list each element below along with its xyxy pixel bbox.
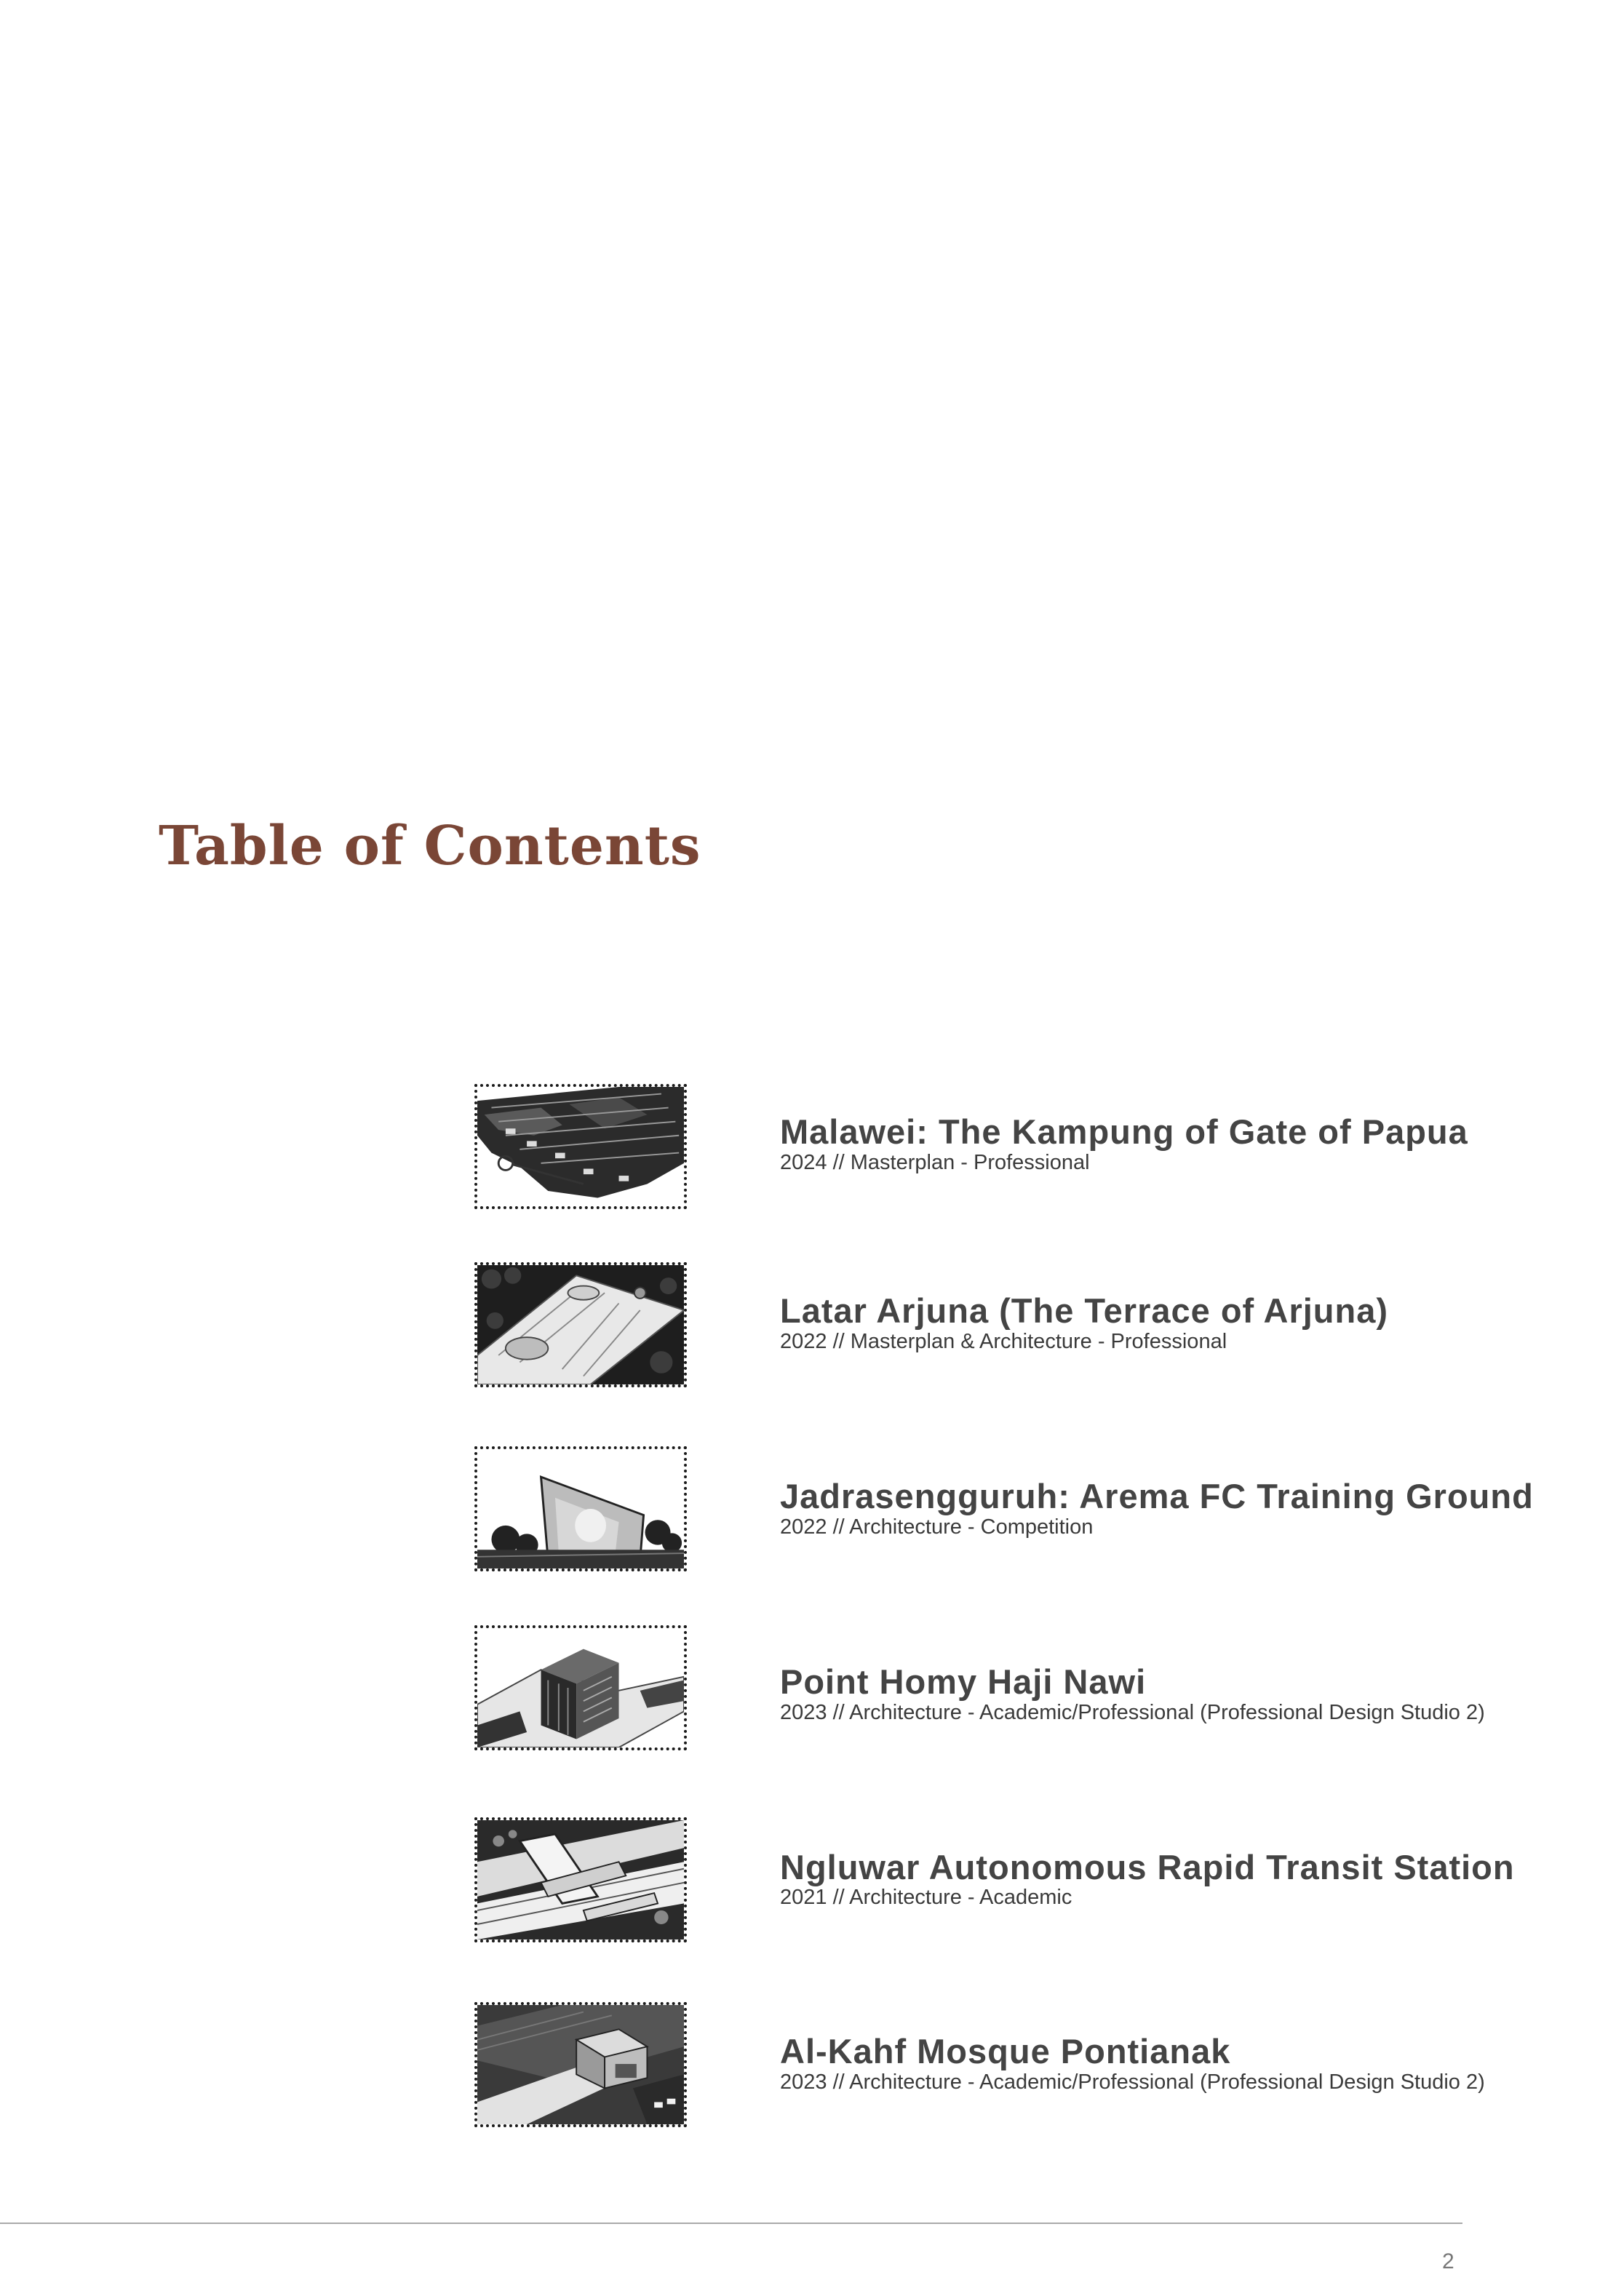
- masterplan-aerial-thumbnail[interactable]: [474, 1084, 687, 1209]
- mosque-axonometric-thumbnail[interactable]: [474, 2002, 687, 2127]
- terrace-site-thumbnail[interactable]: [474, 1262, 687, 1387]
- entry-title[interactable]: Jadrasengguruh: Arema FC Training Ground: [780, 1477, 1534, 1515]
- building-axonometric-thumbnail[interactable]: [474, 1625, 687, 1750]
- entry-title[interactable]: Malawei: The Kampung of Gate of Papua: [780, 1112, 1468, 1151]
- entry-title[interactable]: Ngluwar Autonomous Rapid Transit Station: [780, 1848, 1515, 1886]
- page-title: Table of Contents: [159, 815, 701, 877]
- footer-divider: [0, 2223, 1462, 2224]
- entry-subtitle: 2021 // Architecture - Academic: [780, 1886, 1072, 1909]
- entry-title[interactable]: Latar Arjuna (The Terrace of Arjuna): [780, 1291, 1389, 1330]
- entry-subtitle: 2023 // Architecture - Academic/Professional (Professional Design Studio 2): [780, 2070, 1485, 2094]
- page-number: 2: [1442, 2249, 1454, 2273]
- entry-subtitle: 2022 // Masterplan & Architecture - Professional: [780, 1330, 1227, 1353]
- entry-title[interactable]: Point Homy Haji Nawi: [780, 1662, 1147, 1701]
- entry-subtitle: 2022 // Architecture - Competition: [780, 1515, 1094, 1539]
- entry-subtitle: 2024 // Masterplan - Professional: [780, 1151, 1090, 1174]
- entry-subtitle: 2023 // Architecture - Academic/Professional (Professional Design Studio 2): [780, 1701, 1485, 1724]
- transit-station-thumbnail[interactable]: [474, 1817, 687, 1942]
- entry-title[interactable]: Al-Kahf Mosque Pontianak: [780, 2032, 1231, 2070]
- training-ground-thumbnail[interactable]: [474, 1446, 687, 1571]
